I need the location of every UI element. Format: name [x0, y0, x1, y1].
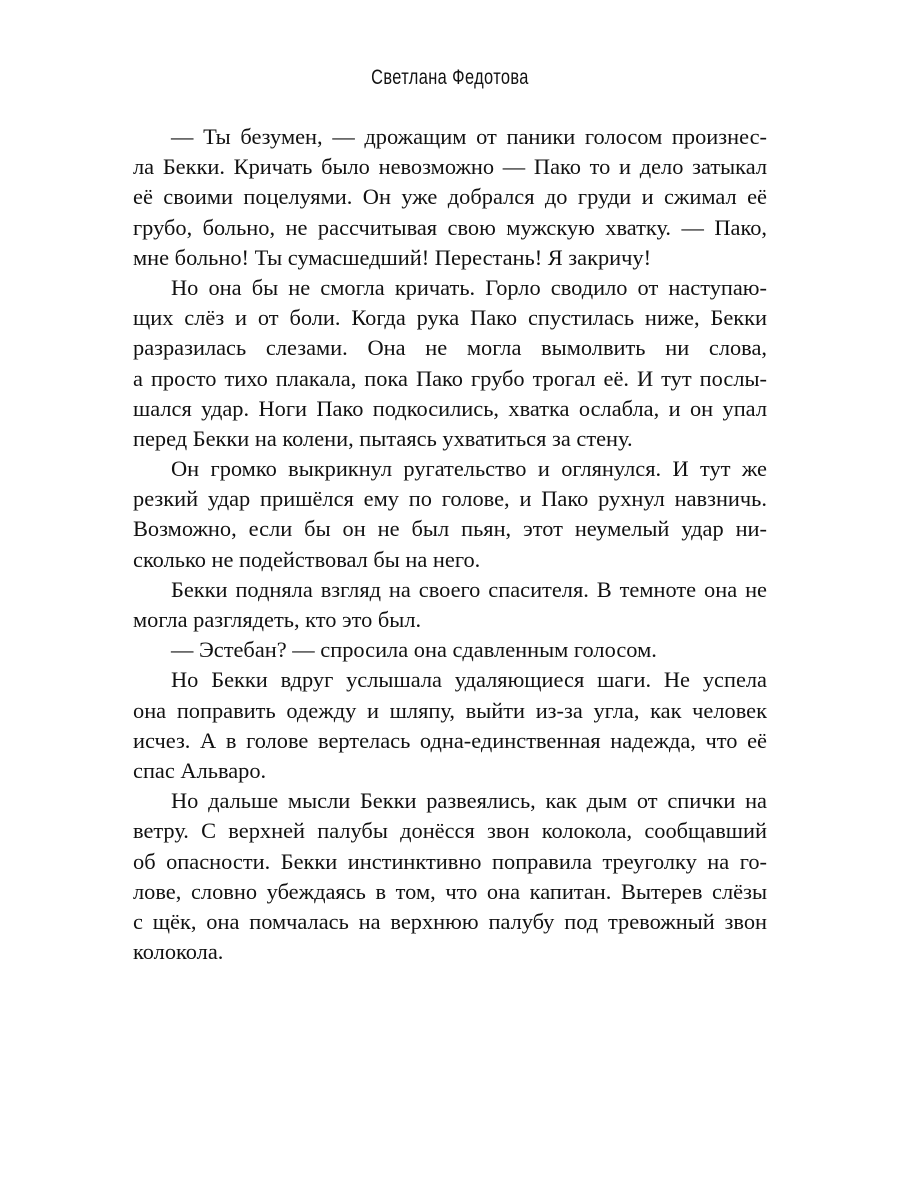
text-line: сколько не подействовал бы на него.: [133, 546, 481, 572]
paragraph: [133, 122, 767, 273]
text-line: перед Бекки на колени, пытаясь ухватиться за стену.: [133, 425, 633, 451]
text-line: а просто тихо плакала, пока Пако грубо трогал её. И тут послы-: [133, 365, 767, 391]
text-line: с щёк, она помчалась на верхнюю палубу под тревожный звон: [133, 908, 767, 934]
text-line: резкий удар пришёлся ему по голове, и Пако рухнул навзничь.: [133, 486, 767, 512]
paragraph: [133, 575, 767, 635]
text-line: Бекки подняла взгляд на своего спасителя. В темноте она не: [171, 576, 767, 602]
text-line: Но она бы не смогла кричать. Горло сводило от наступаю-: [171, 274, 767, 300]
running-header-author: Светлана Федотова: [371, 66, 529, 89]
text-line: Он громко выкрикнул ругательство и оглянулся. И тут же: [171, 456, 767, 482]
text-line: Возможно, если бы он не был пьян, этот неумелый удар ни-: [133, 516, 767, 542]
text-line: спас Альваро.: [133, 757, 267, 783]
paragraph: [133, 665, 767, 786]
text-line: исчез. А в голове вертелась одна-единственная надежда, что её: [133, 727, 767, 753]
paragraph: [133, 786, 767, 967]
text-line: ла Бекки. Кричать было невозможно — Пако то и дело затыкал: [133, 154, 767, 180]
text-line: лове, словно убеждаясь в том, что она капитан. Вытерев слёзы: [133, 878, 767, 904]
text-line: щих слёз и от боли. Когда рука Пако спустилась ниже, Бекки: [133, 305, 767, 331]
text-line: — Ты безумен, — дрожащим от паники голосом произнес-: [171, 124, 767, 149]
text-line: — Эстебан? — спросила она сдавленным голосом.: [171, 637, 657, 663]
text-line: мне больно! Ты сумасшедший! Перестань! Я закричу!: [133, 244, 652, 270]
text-line: колокола.: [133, 939, 224, 965]
text-line: ветру. С верхней палубы донёсся звон колокола, сообщавший: [133, 818, 767, 844]
text-line: могла разглядеть, кто это был.: [133, 607, 422, 632]
paragraph: [133, 635, 767, 665]
paragraph: [133, 273, 767, 454]
text-line: шался удар. Ноги Пако подкосились, хватка ослабла, и он упал: [133, 395, 767, 421]
text-line: об опасности. Бекки инстинктивно поправила треуголку на го-: [133, 848, 767, 874]
text-line: она поправить одежду и шляпу, выйти из-за угла, как человек: [133, 697, 767, 723]
text-line: разразилась слезами. Она не могла вымолвить ни слова,: [133, 335, 767, 361]
body-text: [133, 122, 767, 967]
text-line: Но Бекки вдруг услышала удаляющиеся шаги. Не успела: [171, 667, 767, 693]
text-line: грубо, больно, не рассчитывая свою мужскую хватку. — Пако,: [133, 214, 767, 240]
paragraph: [133, 454, 767, 575]
text-line: её своими поцелуями. Он уже добрался до груди и сжимал её: [133, 184, 767, 210]
text-line: Но дальше мысли Бекки развеялись, как дым от спички на: [171, 788, 767, 814]
